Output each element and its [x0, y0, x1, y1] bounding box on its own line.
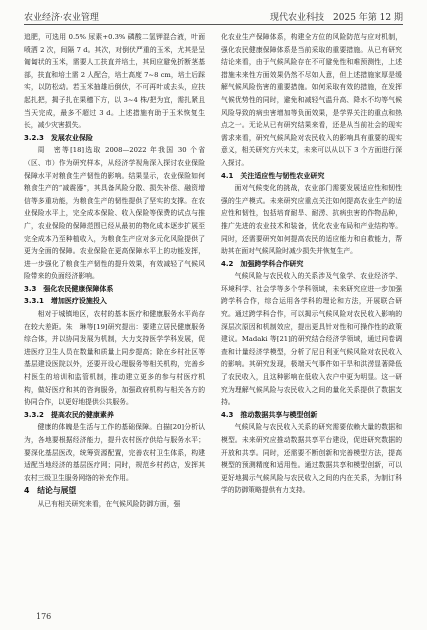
- paragraph: 面对气候变化的挑战，农业部门需要发展适应性和韧性强的生产模式。未来研究应重点关注如何提高农业生产的适应性和韧性，包括培育耐旱、耐涝、抗病虫害的作物品种，推广先进的农业技术和装备，优化农业布局和产业结构等。同时，还需要研究如何提高农民的适应能力和自救能力，帮助其在面对气候风险时减少损失并恢复生产。: [221, 184, 402, 256]
- paragraph: 气候风险与农民收入关系的研究需要依赖大量的数据和模型。未来研究应推动数据共享平台建设，促进研究数据的开放和共享。同时，还需要不断创新和完善模型方法，提高模型的预测精度和适用性。通过数据共享和模型创新，可以更好地揭示气候风险与农民收入之间的内在关系，为制订科学的防御策略提供有力支持。: [221, 423, 402, 495]
- section-heading: 4.2 加强跨学科合作研究: [221, 259, 304, 268]
- running-header: [24, 12, 403, 25]
- header-right: 现代农业科技 2025 年第 12 期: [270, 13, 403, 23]
- right-column: [221, 31, 402, 606]
- left-column: [24, 31, 205, 606]
- section-heading: 3.3.2 提高农民的健康素养: [24, 410, 114, 419]
- page-number: 176: [36, 612, 52, 621]
- paragraph: 从已有相关研究来看，在气候风险防御方面，强: [37, 500, 181, 509]
- chapter-heading: 4 结论与展望: [24, 486, 77, 496]
- paragraph: 健康的体魄是生活与工作的基础保障。白描[20]分析认为，各地要根据经济能力，提升农村医疗供给与服务水平；要深化基层医改，统筹资源配置，完善农村卫生体系，构建适配当地经济的基层医疗网；同时，规范乡村药店，发挥其农村三级卫生服务网络的补充作用。: [24, 423, 205, 482]
- section-heading: 3.2.3 发展农业保险: [24, 133, 93, 142]
- paragraph: 周 密等[18]选取 2008—2022 年我国 30 个省（区、市）作为研究样本，从经济学视角深入探讨农业保险保障水平对粮食生产韧性的影响。结果显示，农业保险如何粮食生产的“减震器”，其具备风险分散、损失补偿、融资增信等多重功能，为粮食生产的韧性提供了坚实的支撑。在农业保险水平上，完全成本保险、收入保险等保费的试点与推广，农业保险的保障范围已经从最初的物化成本逐步扩展至完全成本乃至种植收入，为粮食生产应对多元化风险提供了更为全面的保障。农业保险在更高保障水平上的功能发挥，进一步强化了粮食生产韧性的提升效果，有效减轻了气候风险带来的负面经济影响。: [24, 146, 205, 281]
- paragraph: 气候风险与农民收入的关系涉及气象学、农业经济学、环境科学、社会学等多个学科领域，未来研究应进一步加强跨学科合作，综合运用各学科的理论和方法，开展联合研究。通过跨学科合作，可以揭示气候风险对农民收入影响的深层次原因和机制效应，提出更具针对性和可操作性的政策建议。Madaki 等[21]的研究结合经济学领域，通过问卷调查和计量经济学模型，分析了尼日利亚气候风险对农民收入的影响。其研究发现，极端天气事件如干旱和洪涝显著降低了农民收入，且这种影响在低收入农户中更为明显。这一研究为理解气候风险与农民收入之间的量化关系提供了数据支持。: [221, 272, 402, 407]
- paragraph: 追肥，可选用 0.5% 尿素+0.3% 磷酸二氢钾混合液，叶面喷洒 2 次，间隔 7 d。其次，对倒伏严重的玉米，尤其是呈匍匐状的玉米，需要人工扶直并培土，其间应避免折断茎基部，扶直和培土需 2 人配合，培土高度 7~8 cm，培土后踩实，以防松动。若玉米抽雄后倒伏，不可再叶或去头，应扶起扎把，揭子扎在果穗下方，以 3~4 株/把为宜，需扎紧且当天完成，最多不超过 3 d。上述措施有助于玉米恢复生长，减少灾害损失。: [24, 33, 205, 130]
- section-heading: 3.3.1 增加医疗设施投入: [24, 297, 107, 306]
- section-heading: 4.3 推动数据共享与模型创新: [221, 410, 318, 419]
- header-left: 农业经济·农业管理: [24, 13, 99, 23]
- section-heading: 4.1 关注适应性与韧性农业研究: [221, 171, 325, 180]
- paragraph: 相对于城镇地区，农村的基本医疗和健康服务水平尚存在较大差距。朱 琳等[19]研究提出：要建立居民健康服务综合体，并以协同发展为机制，大力支持医学学科发展，促进医疗卫生人员在数量和质量上同步提高；除在乡村社区等基层建设医院以外，还要开设心理服务等相关机构，完善乡村医生的培训和监管机制，推动建立更多的参与村医疗机构，做好医疗和其的咨询服务，加强政府机构与相关各方的协同合作，以更好地提供公共服务。: [24, 310, 205, 407]
- section-heading: 3.3 强化农民健康保障体系: [24, 284, 114, 293]
- paragraph: 化农业生产保障体系，构建全方位的风险防范与应对机制，强化农民健康保障体系是当前采取的重要措施。从已有研究结论来看，由于气候风险存在不可避免性和难预测性，上述措施未来性方面效果仍然不尽如人意，但上述措施家厚是缓解气候风险伤害的重要措施。如何采取有效的措施，在发挥气候优势性的同时，避免和减轻气温升高、降水不均等气候风险导致的病虫害增加等负面效果，是学界关注的重点和热点之一。无论从已有研究结果来看，还是从当前社会的现实需求来看，研究气候风险对农民收入的影响具有重要的现实意义，相关研究方兴未艾，未来可以从以下 3 个方面进行深入探讨。: [221, 33, 402, 167]
